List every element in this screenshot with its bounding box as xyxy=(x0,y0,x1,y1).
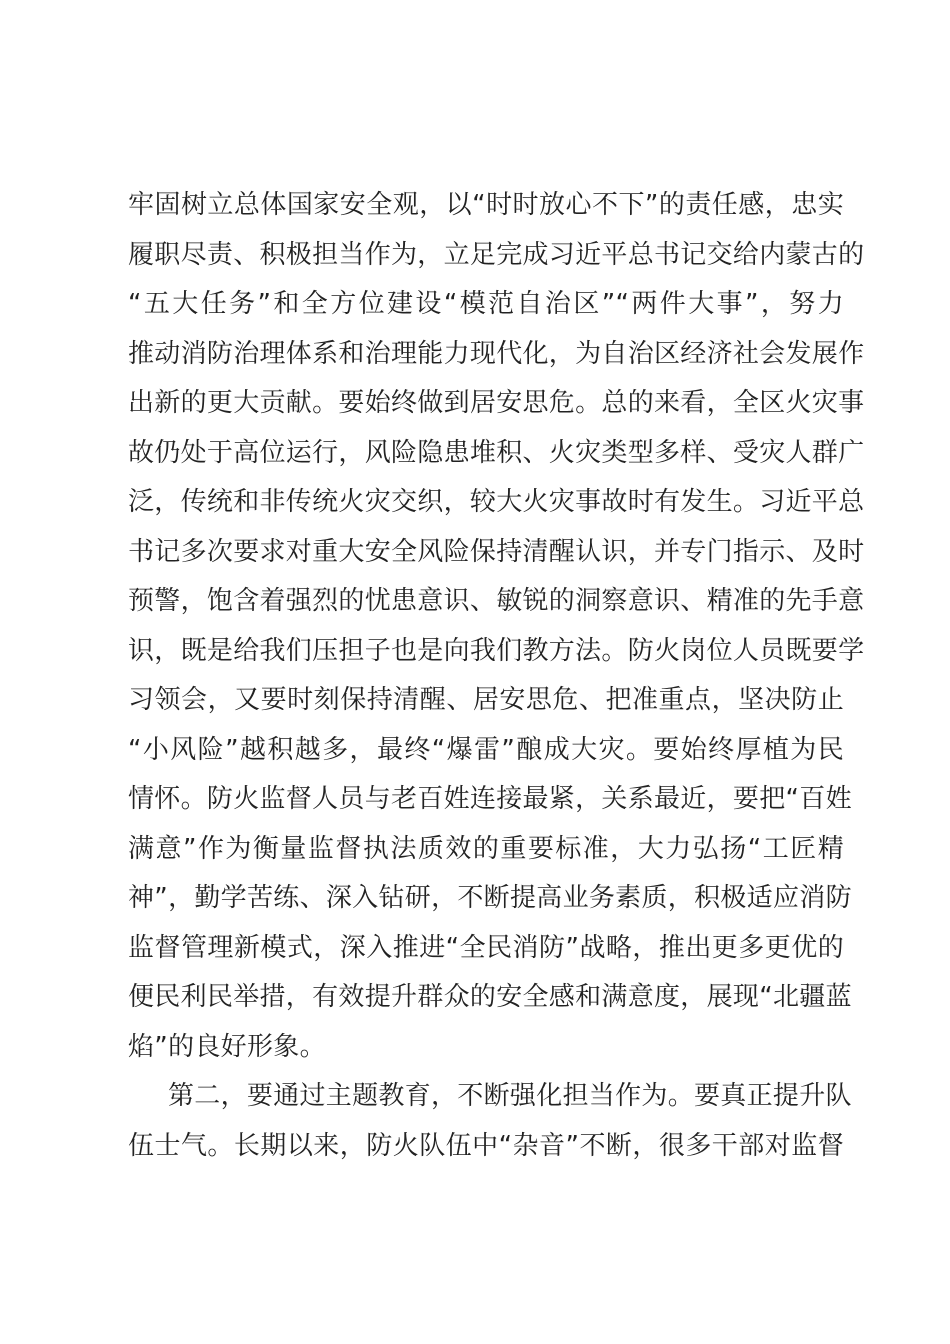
text-line: 神”，勤学苦练、深入钻研，不断提高业务素质，积极适应消防 xyxy=(128,883,852,913)
text-line: 出新的更大贡献。要始终做到居安思危。总的来看，全区火灾事 xyxy=(128,388,865,418)
text-line: 监督管理新模式，深入推进“全民消防”战略，推出更多更优的 xyxy=(128,932,844,963)
text-line: 满意”作为衡量监督执法质效的重要标准，大力弘扬“工匠精 xyxy=(128,833,844,864)
text-line: 故仍处于高位运行，风险隐患堆积、火灾类型多样、受灾人群广 xyxy=(128,437,865,468)
text-line: 第二，要通过主题教育，不断强化担当作为。要真正提升队 xyxy=(168,1081,852,1111)
paragraph-1 xyxy=(128,181,865,1072)
paragraph-2 xyxy=(128,1072,852,1171)
body-text xyxy=(128,181,865,1171)
text-line: 书记多次要求对重大安全风险保持清醒认识，并专门指示、及时 xyxy=(128,536,865,567)
text-line: 推动消防治理体系和治理能力现代化，为自治区经济社会发展作 xyxy=(128,338,865,369)
text-line: 情怀。防火监督人员与老百姓连接最紧，关系最近，要把“百姓 xyxy=(128,784,852,814)
text-line: “五大任务”和全方位建设“模范自治区”“两件大事”，努力 xyxy=(128,289,844,319)
text-line: 泛，传统和非传统火灾交织，较大火灾事故时有发生。习近平总 xyxy=(128,487,865,517)
text-line: 焰”的良好形象。 xyxy=(128,1031,326,1062)
text-line: 预警，饱含着强烈的忧患意识、敏锐的洞察意识、精准的先手意 xyxy=(128,586,865,616)
text-line: 牢固树立总体国家安全观，以“时时放心不下”的责任感，忠实 xyxy=(128,190,844,220)
text-line: 履职尽责、积极担当作为，立足完成习近平总书记交给内蒙古的 xyxy=(128,239,865,270)
text-line: “小风险”越积越多，最终“爆雷”酿成大灾。要始终厚植为民 xyxy=(128,734,844,765)
text-line: 习领会，又要时刻保持清醒、居安思危、把准重点，坚决防止 xyxy=(128,685,844,715)
text-line: 便民利民举措，有效提升群众的安全感和满意度，展现“北疆蓝 xyxy=(128,982,852,1012)
text-line: 伍士气。长期以来，防火队伍中“杂音”不断，很多干部对监督 xyxy=(128,1130,844,1161)
text-line: 识，既是给我们压担子也是向我们教方法。防火岗位人员既要学 xyxy=(128,635,865,666)
